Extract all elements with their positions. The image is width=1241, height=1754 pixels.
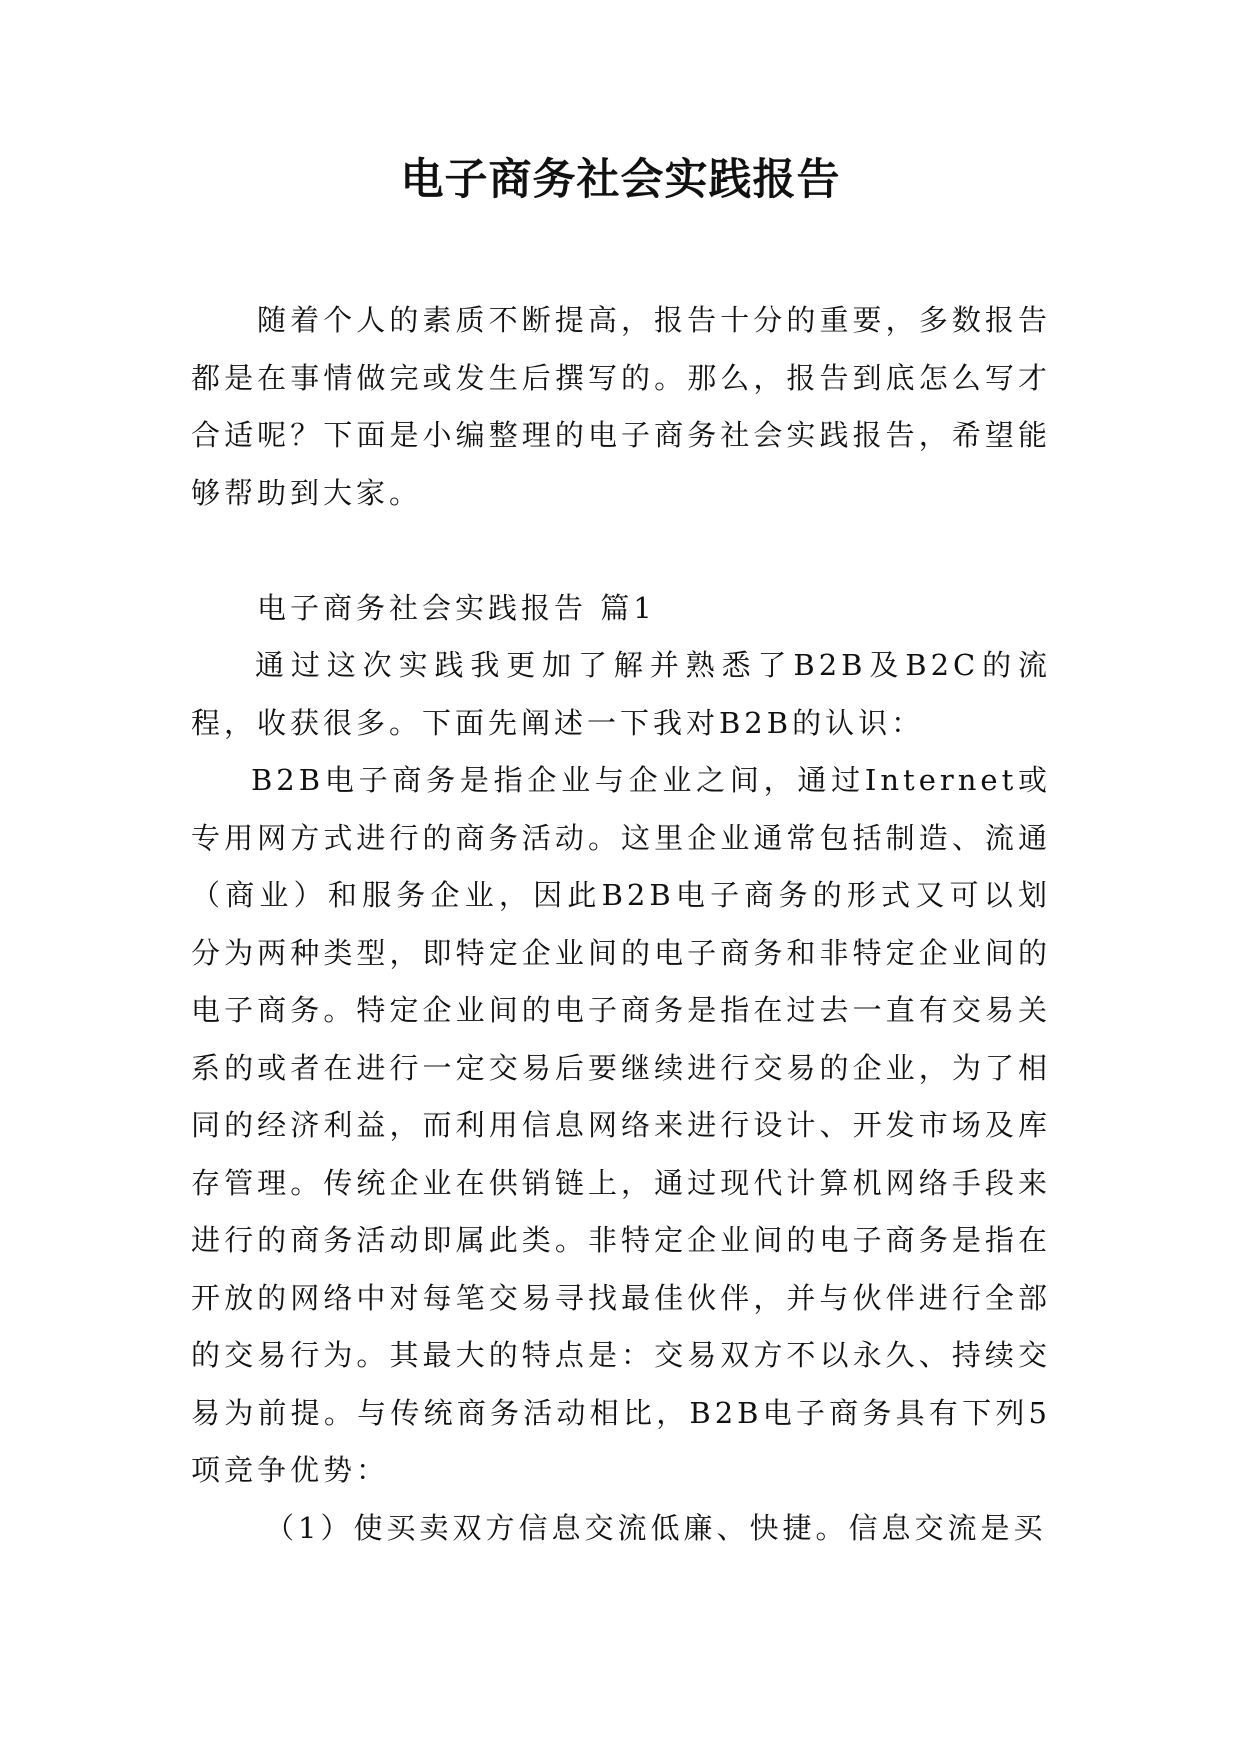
paragraph-process: 通过这次实践我更加了解并熟悉了B2B及B2C的流程，收获很多。下面先阐述一下我对B2B的认识： <box>191 648 1051 740</box>
section-body <box>191 637 1051 1557</box>
page-title: 电子商务社会实践报告 <box>400 155 841 205</box>
paragraph-advantage-1: （1）使买卖双方信息交流低廉、快捷。信息交流是买 <box>265 1510 1047 1545</box>
intro-paragraph: 随着个人的素质不断提高，报告十分的重要，多数报告都是在事情做完或发生后撰写的。那么，报告到底怎么写才合适呢？下面是小编整理的电子商务社会实践报告，希望能够帮助到大家。 <box>191 303 1051 510</box>
intro-section <box>191 292 1051 522</box>
section-heading: 电子商务社会实践报告 篇1 <box>257 591 656 625</box>
paragraph-b2b-definition: B2B电子商务是指企业与企业之间，通过Internet或专用网方式进行的商务活动。这里企业通常包括制造、流通（商业）和服务企业，因此B2B电子商务的形式又可以划分为两种类型，即特定企业间的电子商务和非特定企业间的电子商务。特定企业间的电子商务是指在过去一直有交易关系的或者在进行一定交易后要继续进行交易的企业，为了相同的经济利益，而利用信息网络来进行设计、开发市场及库存管理。传统企业在供销链上，通过现代计算机网络手段来进行的商务活动即属此类。非特定企业间的电子商务是指在开放的网络中对每笔交易寻找最佳伙伴，并与伙伴进行全部的交易行为。其最大的特点是：交易双方不以永久、持续交易为前提。与传统商务活动相比，B2B电子商务具有下列5项竞争优势： <box>191 763 1051 1487</box>
